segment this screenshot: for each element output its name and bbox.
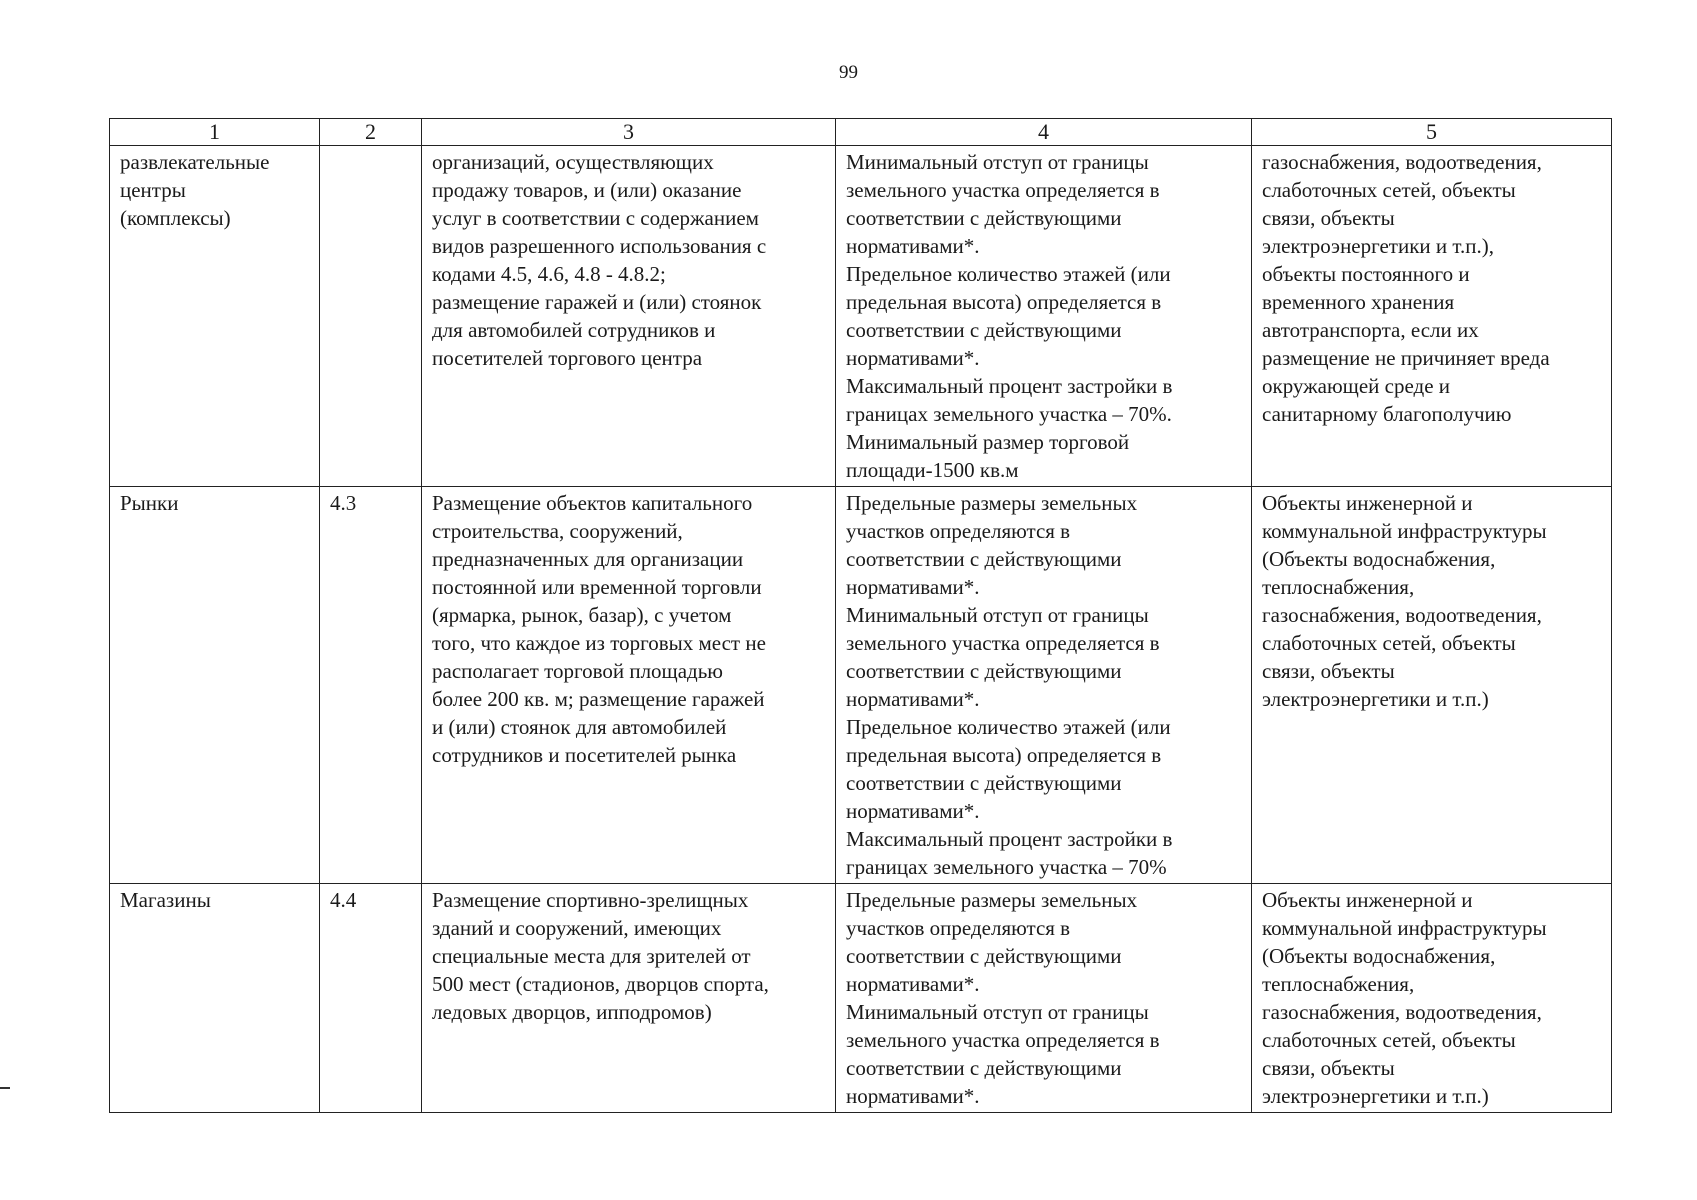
- table-row: [110, 487, 1612, 884]
- header-row: [110, 119, 1612, 146]
- use-code-cell: 4.3: [320, 487, 422, 884]
- use-name-cell: Рынки: [110, 487, 320, 884]
- header-cell-5: 5: [1252, 119, 1612, 146]
- land-use-table: [109, 118, 1612, 1113]
- auxiliary-uses-cell: газоснабжения, водоотведения, слаботочных сетей, объекты связи, объекты электроэнергетики и т.п.), объекты постоянного и временного хранения автотранспорта, если их размещение не причиняет вреда окружающей среде и санитарному благополучию: [1252, 146, 1612, 487]
- use-name-cell: развлекательные центры (комплексы): [110, 146, 320, 487]
- margin-mark: [0, 1087, 10, 1089]
- header-cell-4: 4: [836, 119, 1252, 146]
- use-name-cell: Магазины: [110, 884, 320, 1113]
- use-code-cell: [320, 146, 422, 487]
- auxiliary-uses-cell: Объекты инженерной и коммунальной инфраструктуры (Объекты водоснабжения, теплоснабжения, газоснабжения, водоотведения, слаботочных сетей, объекты связи, объекты электроэнергетики и т.п.): [1252, 884, 1612, 1113]
- table-row: [110, 146, 1612, 487]
- use-parameters-cell: Предельные размеры земельных участков определяются в соответствии с действующими нормативами*. Минимальный отступ от границы земельного участка определяется в соответствии с действующими нормативами*.: [836, 884, 1252, 1113]
- use-description-cell: Размещение объектов капитального строительства, сооружений, предназначенных для организации постоянной или временной торговли (ярмарка, рынок, базар), с учетом того, что каждое из торговых мест не располагает торговой площадью более 200 кв. м; размещение гаражей и (или) стоянок для автомобилей сотрудников и посетителей рынка: [422, 487, 836, 884]
- use-code-cell: 4.4: [320, 884, 422, 1113]
- header-cell-3: 3: [422, 119, 836, 146]
- header-cell-1: 1: [110, 119, 320, 146]
- use-parameters-cell: Минимальный отступ от границы земельного участка определяется в соответствии с действующими нормативами*. Предельное количество этажей (или предельная высота) определяется в соответствии с действующими нормативами*. Максимальный процент застройки в границах земельного участка – 70%. Минимальный размер торговой площади-1500 кв.м: [836, 146, 1252, 487]
- auxiliary-uses-cell: Объекты инженерной и коммунальной инфраструктуры (Объекты водоснабжения, теплоснабжения, газоснабжения, водоотведения, слаботочных сетей, объекты связи, объекты электроэнергетики и т.п.): [1252, 487, 1612, 884]
- header-cell-2: 2: [320, 119, 422, 146]
- page-number: 99: [839, 62, 858, 83]
- use-description-cell: организаций, осуществляющих продажу товаров, и (или) оказание услуг в соответствии с содержанием видов разрешенного использования с кодами 4.5, 4.6, 4.8 - 4.8.2; размещение гаражей и (или) стоянок для автомобилей сотрудников и посетителей торгового центра: [422, 146, 836, 487]
- use-parameters-cell: Предельные размеры земельных участков определяются в соответствии с действующими нормативами*. Минимальный отступ от границы земельного участка определяется в соответствии с действующими нормативами*. Предельное количество этажей (или предельная высота) определяется в соответствии с действующими нормативами*. Максимальный процент застройки в границах земельного участка – 70%: [836, 487, 1252, 884]
- table-row: [110, 884, 1612, 1113]
- use-description-cell: Размещение спортивно-зрелищных зданий и сооружений, имеющих специальные места для зрителей от 500 мест (стадионов, дворцов спорта, ледовых дворцов, ипподромов): [422, 884, 836, 1113]
